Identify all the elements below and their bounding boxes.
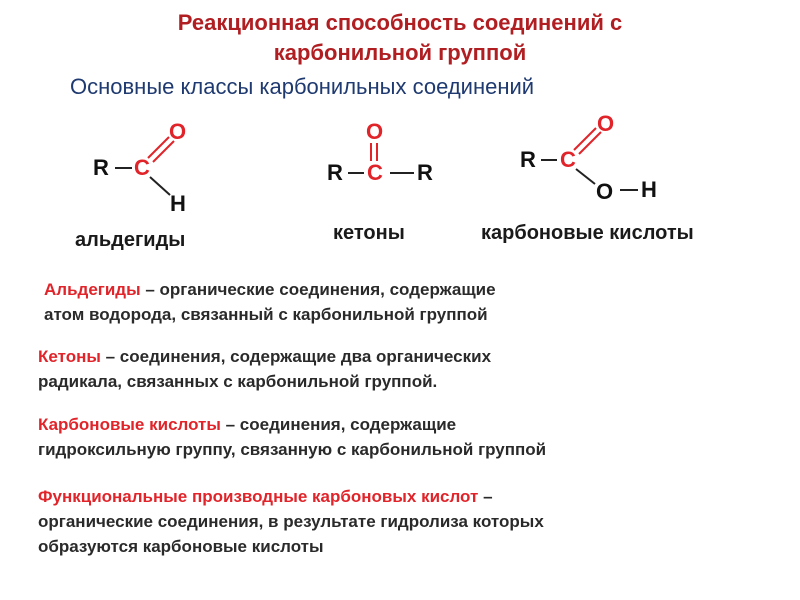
- ketone-atom-c: C: [367, 160, 383, 185]
- definition-acids-line-1: – соединения, содержащие: [220, 415, 457, 434]
- acid-atom-c: C: [560, 147, 576, 172]
- caption-aldehydes: альдегиды: [75, 229, 186, 251]
- ketone-atom-r2: R: [417, 160, 433, 185]
- ketone-atom-o: O: [366, 119, 384, 144]
- acid-atom-h: H: [641, 177, 657, 202]
- definition-derivatives-line-2: органические соединения, в результате гидролиза которых: [38, 512, 544, 531]
- definition-aldehydes-line-2: атом водорода, связанный с карбонильной группой: [44, 305, 488, 324]
- aldehyde-bond-c-h: [150, 177, 170, 195]
- title-line-1: Реакционная способность соединений с: [177, 10, 623, 35]
- acid-atom-r: R: [520, 147, 536, 172]
- term-aldehydes: Альдегиды: [44, 280, 141, 299]
- caption-carboxylic-acids: карбоновые кислоты: [481, 222, 694, 244]
- term-ketones: Кетоны: [38, 347, 101, 366]
- definition-carboxylic-acids: [38, 412, 546, 462]
- aldehyde-bond-c-o-2: [153, 141, 174, 162]
- term-derivatives: Функциональные производные карбоновых кислот: [38, 487, 479, 506]
- definition-ketones: [38, 344, 491, 394]
- structural-bonds: [0, 0, 800, 260]
- term-carboxylic-acids: Карбоновые кислоты: [38, 415, 221, 434]
- aldehyde-atom-c: C: [134, 155, 150, 180]
- definition-acids-line-2: гидроксильную группу, связанную с карбонильной группой: [38, 440, 547, 459]
- caption-ketones: кетоны: [333, 222, 405, 244]
- title-line-2: карбонильной группой: [273, 40, 527, 65]
- page-subtitle: Основные классы карбонильных соединений: [70, 74, 535, 99]
- acid-bond-c-o-single: [576, 169, 595, 184]
- acid-atom-o-hydroxyl: O: [596, 179, 614, 204]
- aldehyde-atom-o: O: [169, 119, 187, 144]
- definition-ketones-line-1: – соединения, содержащие два органических: [100, 347, 492, 366]
- definition-aldehydes-line-1: – органические соединения, содержащие: [140, 280, 496, 299]
- definition-derivatives-line-3: образуются карбоновые кислоты: [38, 537, 324, 556]
- definition-ketones-line-2: радикала, связанных с карбонильной группой.: [38, 372, 438, 391]
- acid-atom-o-double: O: [597, 111, 615, 136]
- definition-derivatives: [38, 484, 544, 559]
- aldehyde-atom-h: H: [170, 191, 186, 216]
- definition-derivatives-line-1: –: [478, 487, 493, 506]
- aldehyde-bond-c-o-1: [148, 137, 169, 158]
- ketone-atom-r1: R: [327, 160, 343, 185]
- definition-aldehydes: [44, 277, 496, 327]
- aldehyde-atom-r: R: [93, 155, 109, 180]
